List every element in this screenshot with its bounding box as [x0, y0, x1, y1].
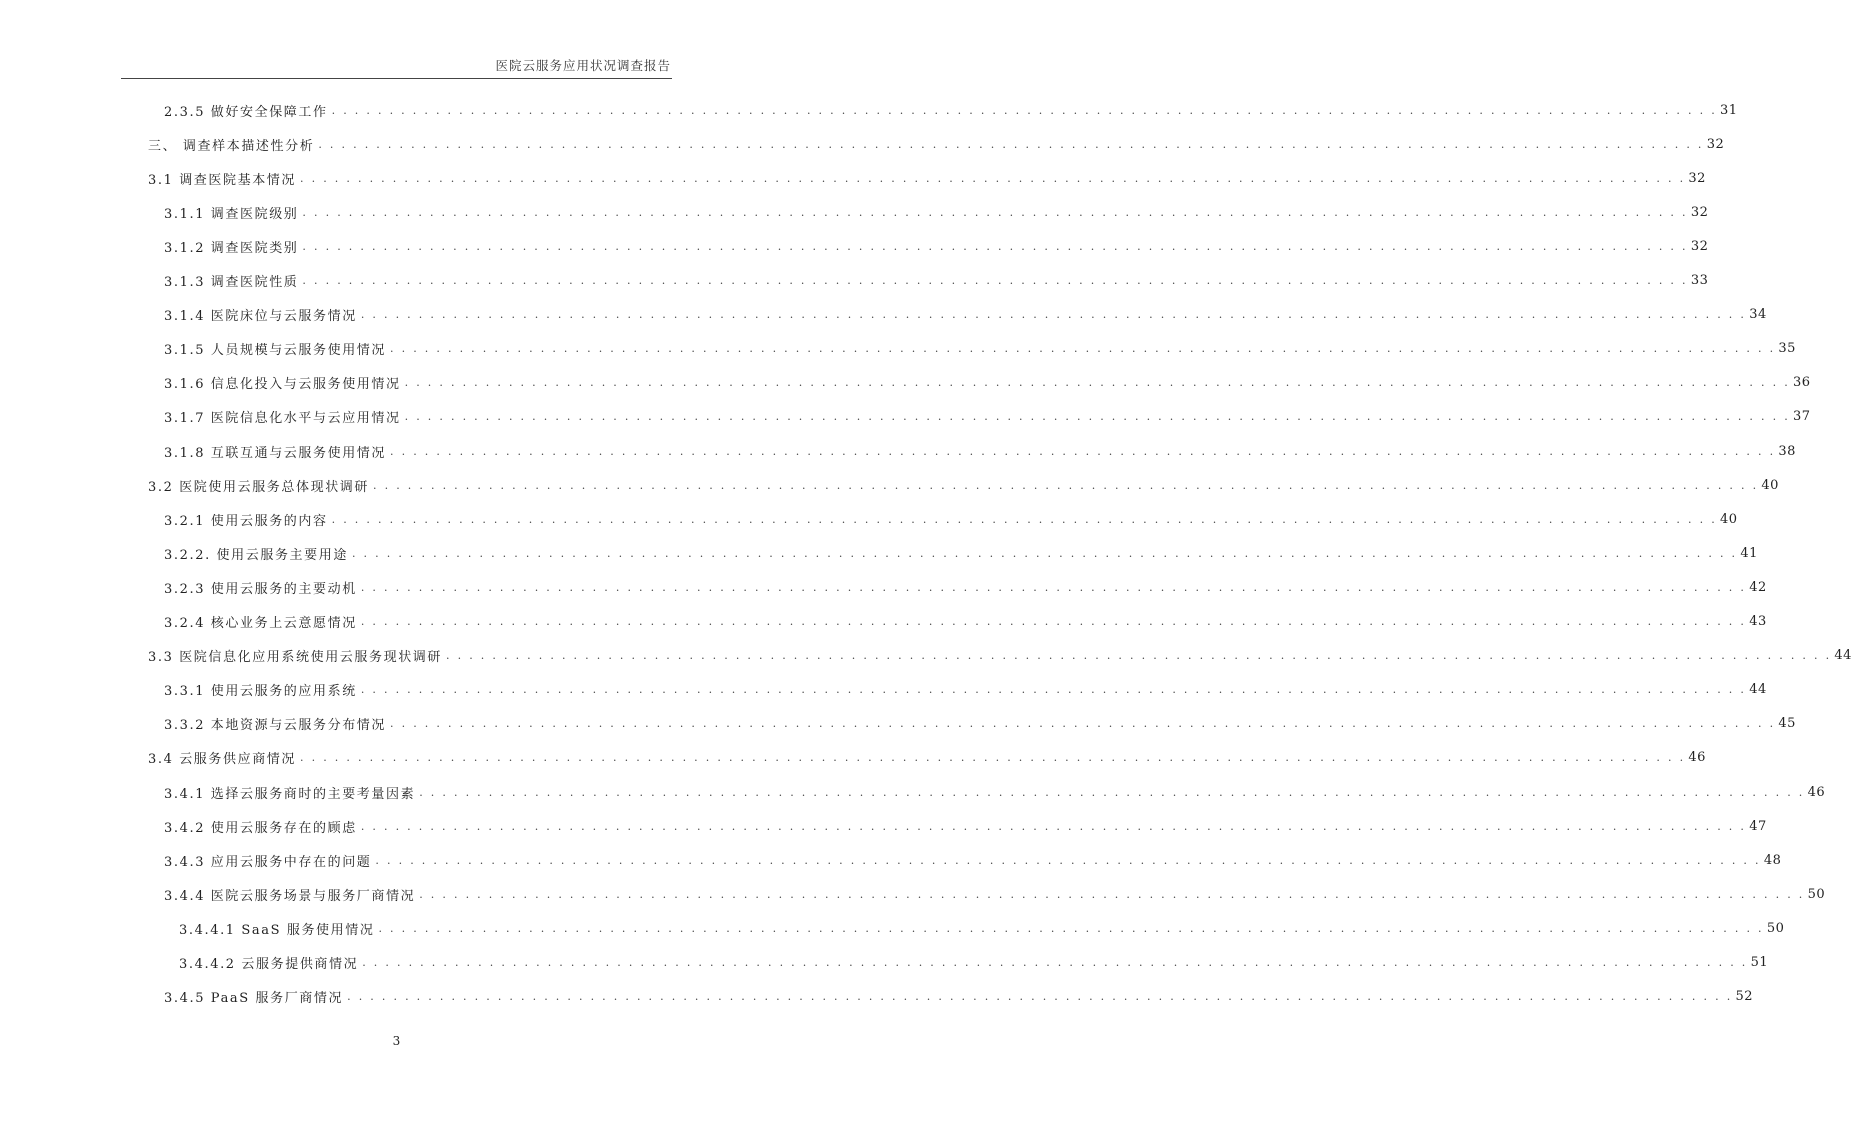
page-number: 3	[392, 1034, 401, 1048]
toc-entry-page: 50	[1766, 920, 1785, 936]
toc-entry-label: 3.2 医院使用云服务总体现状调研	[148, 479, 370, 495]
toc-leader-dots: . . . . . . . . . . . . . . . . . . . . . . . . . . . . . . . . . . . . . . . . . . . . . . . . . . . . . . . . . . . . . . . . . . . . . . . . . . . . . . . . . . . . . . . . . . . . . . . . . . . . . . . . . . . . . . . . . . . . . . . .	[375, 853, 1761, 867]
toc-leader-dots: . . . . . . . . . . . . . . . . . . . . . . . . . . . . . . . . . . . . . . . . . . . . . . . . . . . . . . . . . . . . . . . . . . . . . . . . . . . . . . . . . . . . . . . . . . . . . . . . . . . . . . . . . . . . . . . . . . . . . . . .	[360, 819, 1747, 833]
toc-entry[interactable]	[148, 639, 1852, 673]
toc-entry[interactable]	[164, 605, 1767, 639]
toc-entry-page: 51	[1750, 955, 1769, 970]
toc-entry-label: 3.2.2. 使用云服务主要用途	[164, 547, 348, 563]
toc-entry-label: 3.4.4.1 SaaS 服务使用情况	[179, 922, 375, 938]
toc-entry-label: 3.2.1 使用云服务的内容	[164, 513, 328, 529]
toc-entry[interactable]	[179, 946, 1769, 980]
toc-leader-dots: . . . . . . . . . . . . . . . . . . . . . . . . . . . . . . . . . . . . . . . . . . . . . . . . . . . . . . . . . . . . . . . . . . . . . . . . . . . . . . . . . . . . . . . . . . . . . . . . . . . . . . . . . . . . . . . . . . . . . . . .	[404, 376, 1791, 390]
toc-leader-dots: . . . . . . . . . . . . . . . . . . . . . . . . . . . . . . . . . . . . . . . . . . . . . . . . . . . . . . . . . . . . . . . . . . . . . . . . . . . . . . . . . . . . . . . . . . . . . . . . . . . . . . . . . . . . . . . . . . . . . . . .	[362, 956, 1748, 969]
toc-entry-page: 45	[1778, 716, 1796, 732]
toc-entry-label: 2.3.5 做好安全保障工作	[164, 104, 328, 120]
toc-entry[interactable]	[164, 298, 1767, 332]
toc-entry-page: 34	[1749, 307, 1767, 323]
toc-leader-dots: . . . . . . . . . . . . . . . . . . . . . . . . . . . . . . . . . . . . . . . . . . . . . . . . . . . . . . . . . . . . . . . . . . . . . . . . . . . . . . . . . . . . . . . . . . . . . . . . . . . . . . . . . . . . . . . . . . . . . . . .	[331, 103, 1718, 117]
toc-entry-label: 3.3.1 使用云服务的应用系统	[164, 684, 357, 700]
toc-entry-page: 46	[1807, 784, 1826, 800]
toc-entry[interactable]	[164, 877, 1826, 911]
toc-entry[interactable]	[164, 809, 1767, 843]
toc-leader-dots: . . . . . . . . . . . . . . . . . . . . . . . . . . . . . . . . . . . . . . . . . . . . . . . . . . . . . . . . . . . . . . . . . . . . . . . . . . . . . . . . . . . . . . . . . . . . . . . . . . . . . . . . . . . . . . . . . . . . . . . .	[360, 683, 1747, 697]
toc-leader-dots: . . . . . . . . . . . . . . . . . . . . . . . . . . . . . . . . . . . . . . . . . . . . . . . . . . . . . . . . . . . . . . . . . . . . . . . . . . . . . . . . . . . . . . . . . . . . . . . . . . . . . . . . . . . . . . . . . . . . . . . .	[302, 274, 1688, 287]
toc-entry[interactable]	[164, 229, 1709, 263]
toc-entry-label: 3.1.7 医院信息化水平与云应用情况	[164, 411, 401, 427]
toc-entry[interactable]	[148, 127, 1725, 161]
toc-leader-dots: . . . . . . . . . . . . . . . . . . . . . . . . . . . . . . . . . . . . . . . . . . . . . . . . . . . . . . . . . . . . . . . . . . . . . . . . . . . . . . . . . . . . . . . . . . . . . . . . . . . . . . . . . . . . . . . . . . . . . . . .	[390, 342, 1776, 356]
toc-leader-dots: . . . . . . . . . . . . . . . . . . . . . . . . . . . . . . . . . . . . . . . . . . . . . . . . . . . . . . . . . . . . . . . . . . . . . . . . . . . . . . . . . . . . . . . . . . . . . . . . . . . . . . . . . . . . . . . . . . . . . . . .	[347, 990, 1733, 1004]
toc-entry[interactable]	[164, 673, 1767, 707]
toc-entry-label: 3.1.1 调查医院级别	[164, 206, 299, 222]
toc-entry-page: 41	[1740, 545, 1758, 561]
toc-entry-page: 31	[1720, 102, 1738, 118]
report-title: 医院云服务应用状况调查报告	[495, 58, 671, 73]
toc-entry[interactable]	[164, 570, 1767, 604]
toc-leader-dots: . . . . . . . . . . . . . . . . . . . . . . . . . . . . . . . . . . . . . . . . . . . . . . . . . . . . . . . . . . . . . . . . . . . . . . . . . . . . . . . . . . . . . . . . . . . . . . . . . . . . . . . . . . . . . . . . . . . . . . . .	[390, 717, 1776, 731]
toc-leader-dots: . . . . . . . . . . . . . . . . . . . . . . . . . . . . . . . . . . . . . . . . . . . . . . . . . . . . . . . . . . . . . . . . . . . . . . . . . . . . . . . . . . . . . . . . . . . . . . . . . . . . . . . . . . . . . . . . . . . . . . . .	[446, 649, 1832, 663]
toc-entry-label: 3.1.6 信息化投入与云服务使用情况	[164, 377, 401, 393]
toc-entry-label: 3.4.5 PaaS 服务厂商情况	[164, 991, 344, 1007]
toc-entry-page: 43	[1749, 614, 1767, 629]
toc-leader-dots: . . . . . . . . . . . . . . . . . . . . . . . . . . . . . . . . . . . . . . . . . . . . . . . . . . . . . . . . . . . . . . . . . . . . . . . . . . . . . . . . . . . . . . . . . . . . . . . . . . . . . . . . . . . . . . . . . . . . . . . .	[419, 785, 1805, 799]
toc-entry-label: 3.4.4.2 云服务提供商情况	[179, 957, 359, 972]
toc-entry-page: 33	[1690, 273, 1709, 288]
toc-entry-page: 35	[1778, 341, 1796, 357]
toc-entry-label: 三、 调查样本描述性分析	[148, 138, 315, 154]
header-divider	[121, 78, 672, 79]
toc-entry[interactable]	[164, 502, 1738, 536]
toc-entry[interactable]	[148, 468, 1779, 502]
toc-entry-page: 40	[1761, 477, 1779, 493]
toc-entry[interactable]	[164, 195, 1709, 229]
toc-entry[interactable]	[179, 911, 1785, 945]
toc-leader-dots: . . . . . . . . . . . . . . . . . . . . . . . . . . . . . . . . . . . . . . . . . . . . . . . . . . . . . . . . . . . . . . . . . . . . . . . . . . . . . . . . . . . . . . . . . . . . . . . . . . . . . . . . . . . . . . . . . . . . . . . .	[360, 580, 1747, 594]
toc-leader-dots: . . . . . . . . . . . . . . . . . . . . . . . . . . . . . . . . . . . . . . . . . . . . . . . . . . . . . . . . . . . . . . . . . . . . . . . . . . . . . . . . . . . . . . . . . . . . . . . . . . . . . . . . . . . . . . . . . . . . . . . .	[300, 751, 1686, 765]
toc-leader-dots: . . . . . . . . . . . . . . . . . . . . . . . . . . . . . . . . . . . . . . . . . . . . . . . . . . . . . . . . . . . . . . . . . . . . . . . . . . . . . . . . . . . . . . . . . . . . . . . . . . . . . . . . . . . . . . . . . . . . . . . .	[302, 205, 1688, 219]
toc-entry-label: 3.4.1 选择云服务商时的主要考量因素	[164, 786, 416, 802]
toc-entry-page: 38	[1778, 443, 1796, 459]
toc-entry[interactable]	[148, 741, 1706, 775]
toc-leader-dots: . . . . . . . . . . . . . . . . . . . . . . . . . . . . . . . . . . . . . . . . . . . . . . . . . . . . . . . . . . . . . . . . . . . . . . . . . . . . . . . . . . . . . . . . . . . . . . . . . . . . . . . . . . . . . . . . . . . . . . . .	[378, 921, 1764, 935]
toc-leader-dots: . . . . . . . . . . . . . . . . . . . . . . . . . . . . . . . . . . . . . . . . . . . . . . . . . . . . . . . . . . . . . . . . . . . . . . . . . . . . . . . . . . . . . . . . . . . . . . . . . . . . . . . . . . . . . . . . . . . . . . . .	[351, 546, 1738, 560]
toc-entry[interactable]	[164, 536, 1758, 570]
toc-leader-dots: . . . . . . . . . . . . . . . . . . . . . . . . . . . . . . . . . . . . . . . . . . . . . . . . . . . . . . . . . . . . . . . . . . . . . . . . . . . . . . . . . . . . . . . . . . . . . . . . . . . . . . . . . . . . . . . . . . . . . . . .	[360, 308, 1747, 322]
toc-entry-page: 52	[1735, 989, 1754, 1005]
toc-leader-dots: . . . . . . . . . . . . . . . . . . . . . . . . . . . . . . . . . . . . . . . . . . . . . . . . . . . . . . . . . . . . . . . . . . . . . . . . . . . . . . . . . . . . . . . . . . . . . . . . . . . . . . . . . . . . . . . . . . . . . . . .	[404, 410, 1791, 424]
toc-entry-label: 3.1.5 人员规模与云服务使用情况	[164, 343, 387, 359]
toc-entry[interactable]	[148, 161, 1706, 195]
toc-leader-dots: . . . . . . . . . . . . . . . . . . . . . . . . . . . . . . . . . . . . . . . . . . . . . . . . . . . . . . . . . . . . . . . . . . . . . . . . . . . . . . . . . . . . . . . . . . . . . . . . . . . . . . . . . . . . . . . . . . . . . . . .	[373, 478, 1759, 492]
toc-entry[interactable]	[164, 366, 1811, 400]
toc-entry-page: 40	[1720, 511, 1738, 527]
toc-entry-label: 3.1.4 医院床位与云服务情况	[164, 309, 357, 325]
toc-entry-page: 44	[1834, 648, 1852, 664]
toc-entry[interactable]	[164, 775, 1826, 809]
toc-entry-page: 32	[1690, 238, 1709, 254]
toc-entry-label: 3.3.2 本地资源与云服务分布情况	[164, 718, 387, 734]
toc-entry-page: 32	[1690, 204, 1709, 220]
toc-entry-page: 44	[1749, 682, 1767, 698]
toc-leader-dots: . . . . . . . . . . . . . . . . . . . . . . . . . . . . . . . . . . . . . . . . . . . . . . . . . . . . . . . . . . . . . . . . . . . . . . . . . . . . . . . . . . . . . . . . . . . . . . . . . . . . . . . . . . . . . . . . . . . . . . . .	[419, 887, 1805, 901]
toc-entry[interactable]	[164, 264, 1709, 298]
toc-entry-page: 50	[1807, 886, 1826, 902]
toc-entry-label: 3.4.3 应用云服务中存在的问题	[164, 854, 372, 870]
toc-entry[interactable]	[164, 332, 1796, 366]
toc-entry[interactable]	[164, 434, 1796, 468]
toc-entry-label: 3.2.3 使用云服务的主要动机	[164, 581, 357, 597]
toc-leader-dots: . . . . . . . . . . . . . . . . . . . . . . . . . . . . . . . . . . . . . . . . . . . . . . . . . . . . . . . . . . . . . . . . . . . . . . . . . . . . . . . . . . . . . . . . . . . . . . . . . . . . . . . . . . . . . . . . . . . . . . . .	[302, 239, 1688, 253]
toc-leader-dots: . . . . . . . . . . . . . . . . . . . . . . . . . . . . . . . . . . . . . . . . . . . . . . . . . . . . . . . . . . . . . . . . . . . . . . . . . . . . . . . . . . . . . . . . . . . . . . . . . . . . . . . . . . . . . . . . . . . . . . . .	[390, 444, 1776, 458]
toc-entry-label: 3.4.4 医院云服务场景与服务厂商情况	[164, 888, 416, 904]
toc-entry-page: 48	[1763, 852, 1782, 868]
toc-entry-page: 37	[1793, 409, 1811, 425]
toc-entry-page: 32	[1706, 136, 1725, 152]
toc-leader-dots: . . . . . . . . . . . . . . . . . . . . . . . . . . . . . . . . . . . . . . . . . . . . . . . . . . . . . . . . . . . . . . . . . . . . . . . . . . . . . . . . . . . . . . . . . . . . . . . . . . . . . . . . . . . . . . . . . . . . . . . .	[318, 137, 1704, 151]
toc-entry-label: 3.1 调查医院基本情况	[148, 172, 297, 188]
toc-entry-page: 32	[1688, 170, 1706, 186]
toc-entry-label: 3.4 云服务供应商情况	[148, 752, 297, 768]
toc-entry[interactable]	[164, 400, 1811, 434]
toc-leader-dots: . . . . . . . . . . . . . . . . . . . . . . . . . . . . . . . . . . . . . . . . . . . . . . . . . . . . . . . . . . . . . . . . . . . . . . . . . . . . . . . . . . . . . . . . . . . . . . . . . . . . . . . . . . . . . . . . . . . . . . . .	[331, 512, 1718, 526]
toc-entry[interactable]	[164, 707, 1796, 741]
toc-entry-label: 3.4.2 使用云服务存在的顾虑	[164, 820, 357, 836]
toc-entry-page: 46	[1688, 750, 1706, 766]
toc-entry-label: 3.1.3 调查医院性质	[164, 275, 299, 290]
toc-entry-page: 36	[1793, 375, 1811, 391]
toc-entry-label: 3.1.2 调查医院类别	[164, 240, 299, 256]
toc-entry[interactable]	[164, 843, 1782, 877]
toc-entry-page: 47	[1749, 818, 1767, 834]
toc-entry-label: 3.2.4 核心业务上云意愿情况	[164, 616, 357, 631]
toc-leader-dots: . . . . . . . . . . . . . . . . . . . . . . . . . . . . . . . . . . . . . . . . . . . . . . . . . . . . . . . . . . . . . . . . . . . . . . . . . . . . . . . . . . . . . . . . . . . . . . . . . . . . . . . . . . . . . . . . . . . . . . . .	[300, 171, 1686, 185]
toc-entry-label: 3.1.8 互联互通与云服务使用情况	[164, 445, 387, 461]
toc-entry[interactable]	[164, 93, 1738, 127]
toc-entry-label: 3.3 医院信息化应用系统使用云服务现状调研	[148, 650, 443, 666]
toc-leader-dots: . . . . . . . . . . . . . . . . . . . . . . . . . . . . . . . . . . . . . . . . . . . . . . . . . . . . . . . . . . . . . . . . . . . . . . . . . . . . . . . . . . . . . . . . . . . . . . . . . . . . . . . . . . . . . . . . . . . . . . . .	[360, 615, 1747, 628]
toc-entry[interactable]	[164, 980, 1754, 1014]
toc-entry-page: 42	[1749, 579, 1767, 595]
